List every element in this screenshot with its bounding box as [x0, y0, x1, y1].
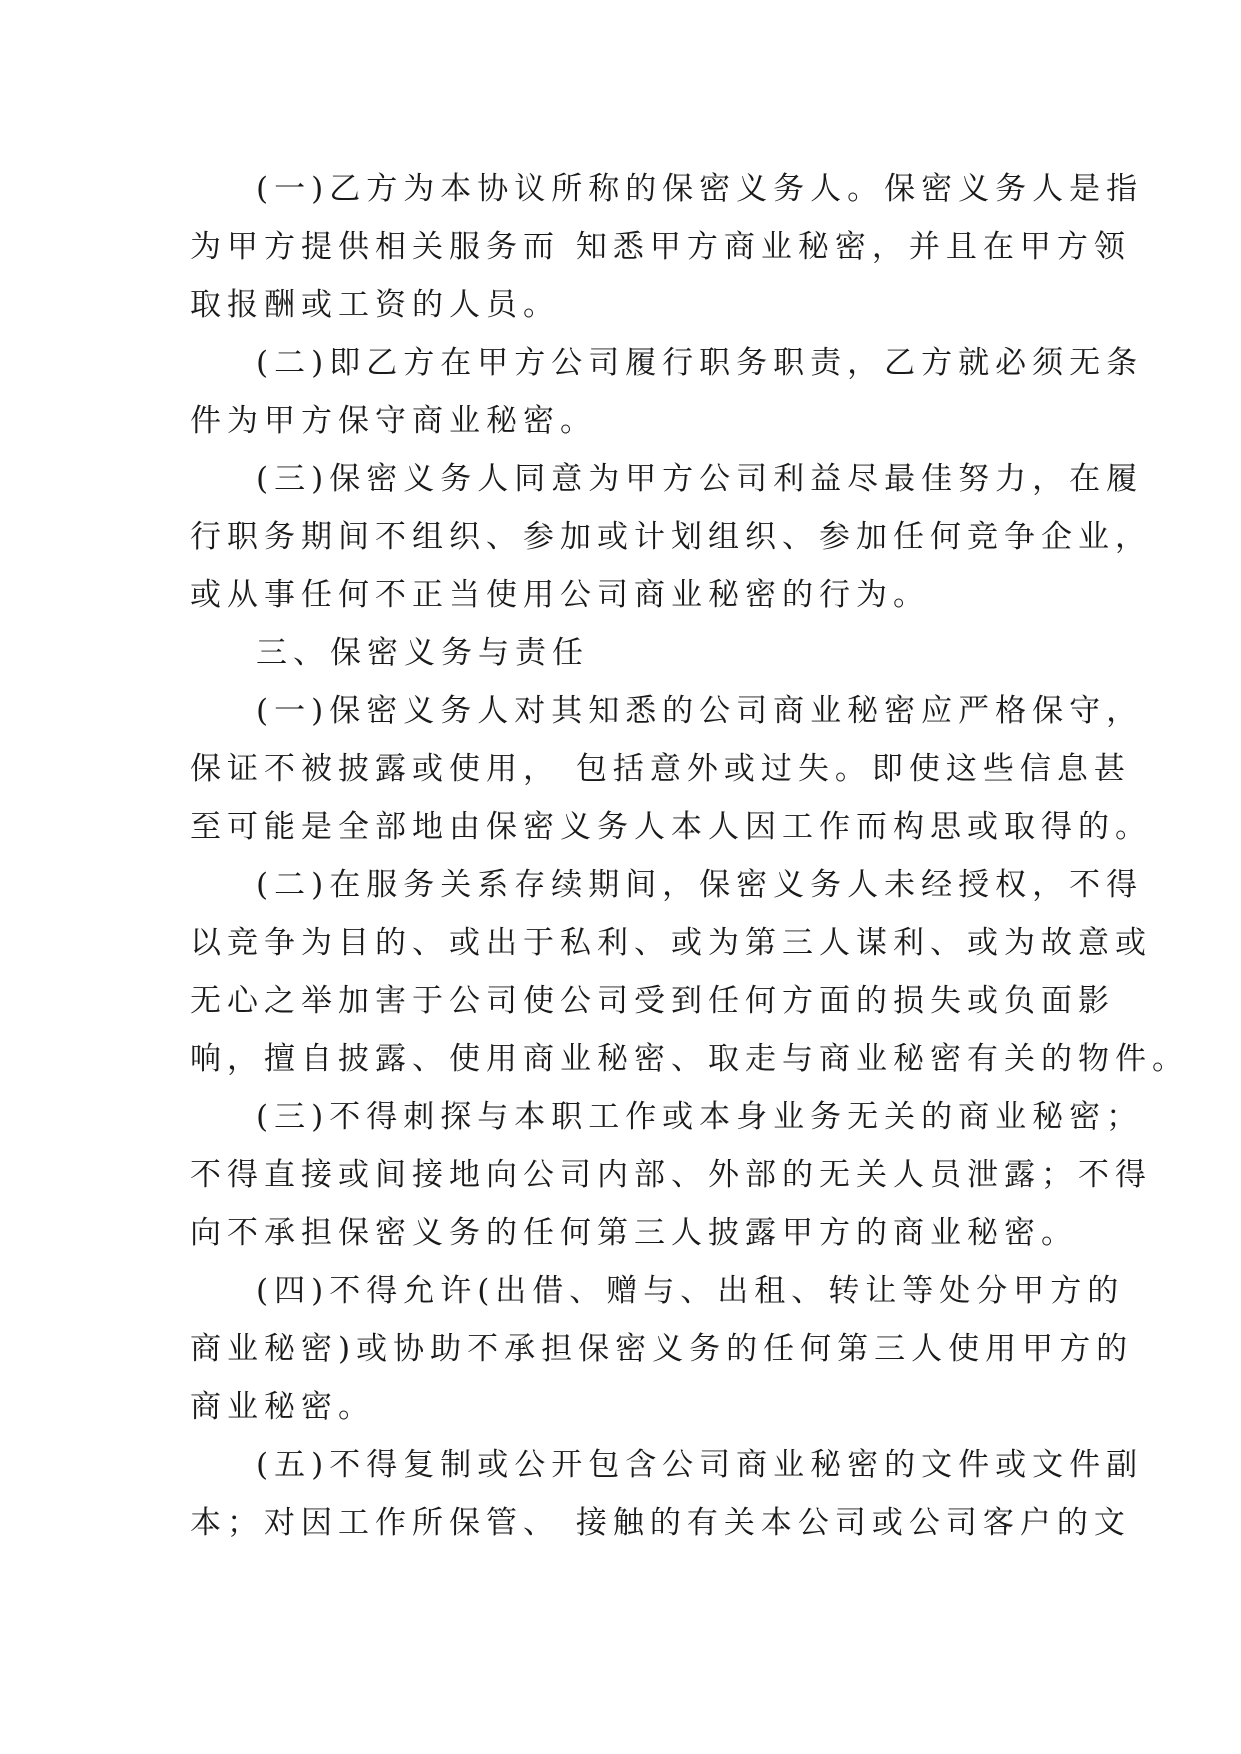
text-line: (一)乙方为本协议所称的保密义务人。保密义务人是指 [256, 171, 1144, 207]
paragraph-no-permission [190, 1262, 1134, 1436]
paragraph-service-period [190, 856, 1189, 1088]
text-line: 至可能是全部地由保密义务人本人因工作而构思或取得的。 [190, 809, 1152, 845]
text-line: (五)不得复制或公开包含公司商业秘密的文件或文件副 [256, 1447, 1144, 1483]
text-line: 以竞争为目的、或出于私利、或为第三人谋利、或为故意或 [190, 925, 1152, 961]
text-line: 本；对因工作所保管、 接触的有关本公司或公司客户的文 [190, 1505, 1131, 1541]
text-line: 不得直接或间接地向公司内部、外部的无关人员泄露；不得 [190, 1157, 1152, 1193]
paragraph-best-effort [190, 450, 1152, 624]
text-line: 商业秘密。 [190, 1389, 375, 1425]
paragraph-confidentiality-obligor [190, 160, 1144, 334]
paragraph-strict-confidentiality [190, 682, 1152, 856]
text-line: 取报酬或工资的人员。 [190, 287, 560, 323]
text-line: 无心之举加害于公司使公司受到任何方面的损失或负面影 [190, 983, 1115, 1019]
paragraph-no-probing [190, 1088, 1152, 1262]
text-line: 响，擅自披露、使用商业秘密、取走与商业秘密有关的物件。 [190, 1041, 1189, 1077]
text-line: (四)不得允许(出借、赠与、出租、转让等处分甲方的 [256, 1273, 1125, 1309]
text-line: 保证不被披露或使用， 包括意外或过失。即使这些信息甚 [190, 751, 1131, 787]
paragraph-duty-performance [190, 334, 1144, 450]
text-line: (一)保密义务人对其知悉的公司商业秘密应严格保守， [256, 693, 1144, 729]
text-line: 向不承担保密义务的任何第三人披露甲方的商业秘密。 [190, 1215, 1078, 1251]
text-line: 件为甲方保守商业秘密。 [190, 403, 597, 439]
text-line: (二)在服务关系存续期间，保密义务人未经授权，不得 [256, 867, 1144, 903]
document-page [190, 160, 1189, 1552]
text-line: (三)保密义务人同意为甲方公司利益尽最佳努力，在履 [256, 461, 1144, 497]
text-line: 或从事任何不正当使用公司商业秘密的行为。 [190, 577, 930, 613]
text-line: (二)即乙方在甲方公司履行职务职责，乙方就必须无条 [256, 345, 1144, 381]
text-line: (三)不得刺探与本职工作或本身业务无关的商业秘密； [256, 1099, 1144, 1135]
section-heading [190, 624, 1060, 682]
paragraph-no-copying [190, 1436, 1144, 1552]
section-title: 三、保密义务与责任 [256, 635, 589, 671]
text-line: 商业秘密)或协助不承担保密义务的任何第三人使用甲方的 [190, 1331, 1134, 1367]
text-line: 行职务期间不组织、参加或计划组织、参加任何竞争企业， [190, 519, 1152, 555]
text-line: 为甲方提供相关服务而 知悉甲方商业秘密，并且在甲方领 [190, 229, 1131, 265]
